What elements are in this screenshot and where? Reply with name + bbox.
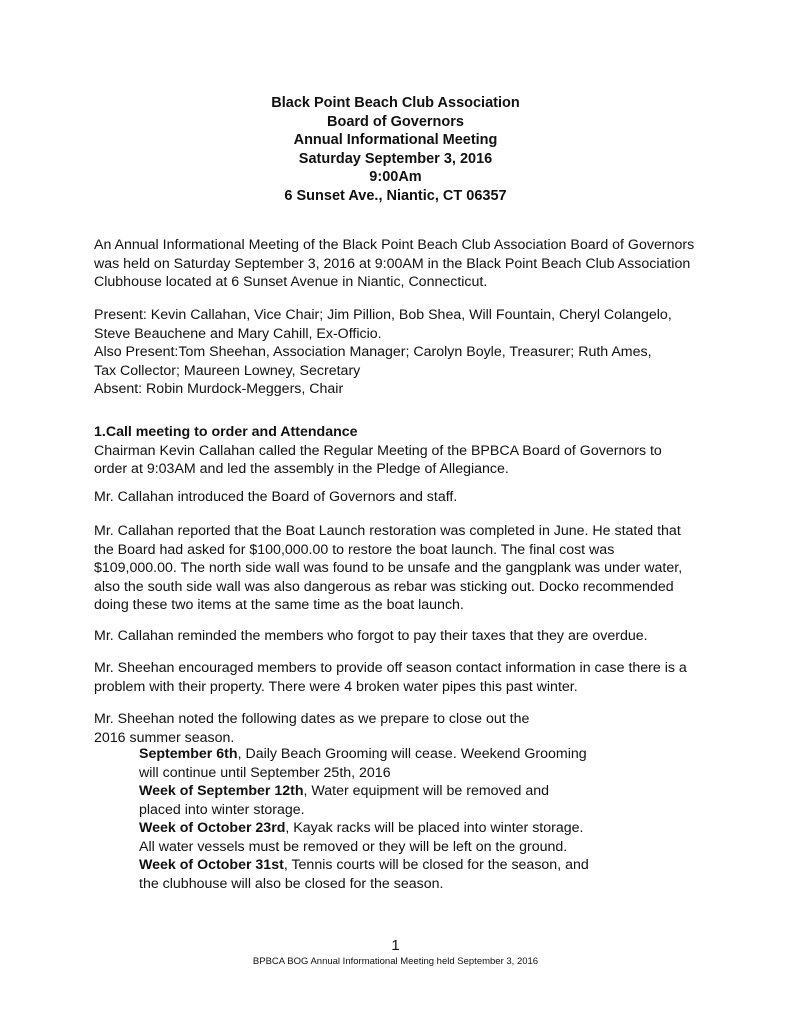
date-item-line: [139, 856, 589, 875]
date-item-continuation: All water vessels must be removed or they will be left on the ground.: [139, 838, 568, 855]
intro-paragraph: [94, 236, 694, 292]
taxes-paragraph: [94, 627, 648, 646]
header-line: Black Point Beach Club Association: [271, 95, 520, 111]
text-line: Absent: Robin Murdock-Meggers, Chair: [94, 381, 344, 397]
date-label: Week of October 23rd: [139, 820, 286, 836]
page-footer: BPBCA BOG Annual Informational Meeting held September 3, 2016: [252, 956, 539, 967]
text-line: Mr. Callahan introduced the Board of Governors and staff.: [94, 489, 458, 505]
header-line: Board of Governors: [327, 113, 464, 130]
section-heading: 1.Call meeting to order and Attendance: [94, 424, 358, 440]
header-line: 6 Sunset Ave., Niantic, CT 06357: [284, 187, 507, 204]
date-item-line: [139, 782, 589, 801]
dates-intro-paragraph: [94, 710, 529, 747]
dates-list: [139, 745, 589, 893]
text-line: Present: Kevin Callahan, Vice Chair; Jim Pillion, Bob Shea, Will Fountain, Cheryl Colangelo,: [94, 307, 672, 323]
text-line: the Board had asked for $100,000.00 to restore the boat launch. The final cost was: [94, 541, 615, 558]
date-text: , Tennis courts will be closed for the season, and: [283, 857, 589, 873]
text-line: order at 9:03AM and led the assembly in the Pledge of Allegiance.: [94, 461, 509, 477]
contact-paragraph: [94, 659, 687, 696]
attendance-paragraph: [94, 306, 672, 399]
text-line: Mr. Callahan reminded the members who forgot to pay their taxes that they are overdue.: [94, 628, 648, 644]
section-1: [94, 423, 662, 479]
header-line: 9:00Am: [369, 169, 422, 185]
text-line: Mr. Sheehan encouraged members to provide off season contact information in case there is a: [94, 660, 687, 676]
date-item-line: [139, 745, 589, 764]
date-item-continuation: the clubhouse will also be closed for the season.: [139, 875, 444, 892]
text-line: doing these two items at the same time as the boat launch.: [94, 597, 464, 613]
text-line: Chairman Kevin Callahan called the Regular Meeting of the BPBCA Board of Governors to: [94, 442, 662, 459]
date-text: , Kayak racks will be placed into winter storage.: [285, 820, 584, 836]
header-line: Saturday September 3, 2016: [298, 150, 493, 167]
text-line: Mr. Callahan reported that the Boat Launch restoration was completed in June. He stated that: [94, 523, 681, 539]
date-text: , Water equipment will be removed and: [303, 783, 550, 799]
date-label: Week of September 12th: [139, 783, 304, 799]
text-line: An Annual Informational Meeting of the Black Point Beach Club Association Board of Governors: [94, 237, 695, 253]
text-line: problem with their property. There were 4 broken water pipes this past winter.: [94, 678, 578, 695]
document-header: [0, 94, 791, 205]
text-line: Steve Beauchene and Mary Cahill, Ex-Officio.: [94, 325, 382, 342]
date-item-line: [139, 819, 589, 838]
text-line: $109,000.00. The north side wall was found to be unsafe and the gangplank was under water,: [94, 560, 683, 576]
date-label: Week of October 31st: [139, 857, 284, 873]
board-intro-paragraph: [94, 488, 457, 507]
header-line: Annual Informational Meeting: [293, 132, 498, 148]
date-label: September 6th: [139, 746, 238, 762]
page-number: 1: [391, 937, 400, 954]
text-line: 2016 summer season.: [94, 729, 235, 746]
boat-launch-paragraph: [94, 522, 682, 615]
text-line: Mr. Sheehan noted the following dates as we prepare to close out the: [94, 711, 530, 727]
text-line: also the south side wall was also dangerous as rebar was sticking out. Docko recommended: [94, 578, 674, 595]
text-line: Tax Collector; Maureen Lowney, Secretary: [94, 362, 361, 379]
text-line: Clubhouse located at 6 Sunset Avenue in Niantic, Connecticut.: [94, 274, 488, 290]
text-line: Also Present:Tom Sheehan, Association Manager; Carolyn Boyle, Treasurer; Ruth Ames,: [94, 344, 652, 360]
date-text: , Daily Beach Grooming will cease. Weekend Grooming: [237, 746, 587, 762]
date-item-continuation: will continue until September 25th, 2016: [139, 764, 391, 781]
text-line: was held on Saturday September 3, 2016 at 9:00AM in the Black Point Beach Club Association: [94, 255, 691, 272]
date-item-continuation: placed into winter storage.: [139, 801, 305, 818]
